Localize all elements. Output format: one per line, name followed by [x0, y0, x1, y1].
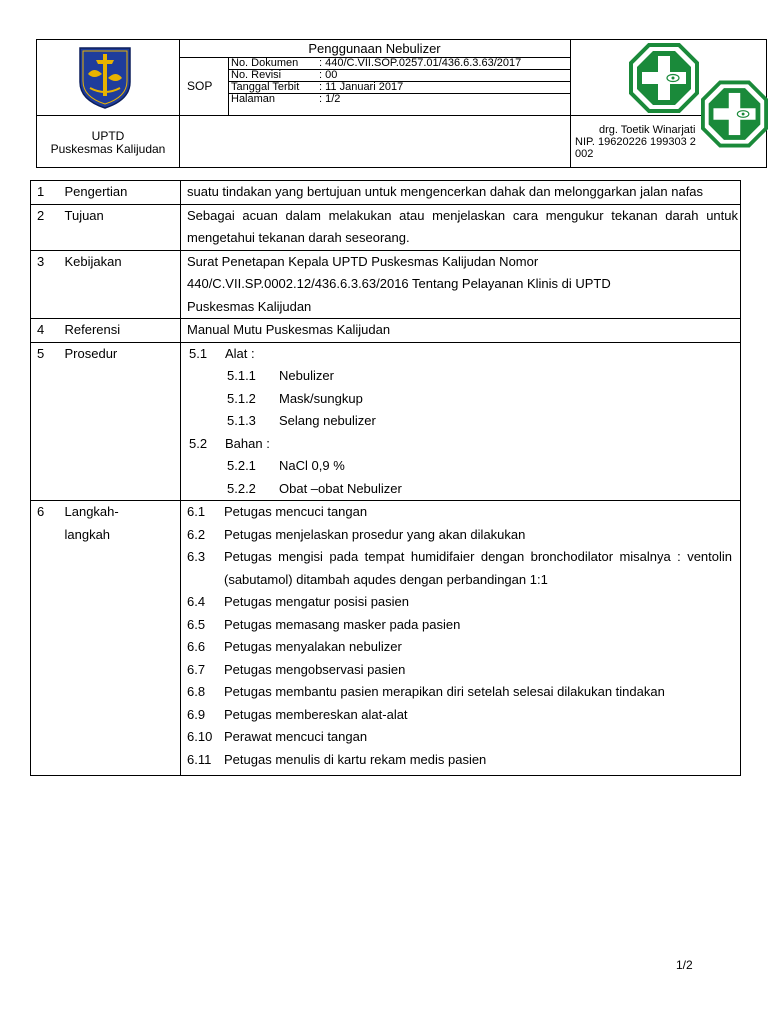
org-line-2: Puskesmas Kalijudan [50, 142, 166, 156]
meta-label: Tanggal Terbit [231, 81, 300, 93]
header-divider-sop [228, 57, 229, 115]
signer-nip-2: 002 [575, 148, 594, 160]
row-label: Referensi [59, 319, 181, 343]
row-number: 5 [31, 342, 59, 501]
row-content [181, 342, 741, 501]
row-number: 1 [31, 181, 59, 205]
puskesmas-logo-icon [629, 43, 699, 113]
bahan-heading: 5.2 Bahan : [189, 435, 270, 451]
header-hline-mid [179, 115, 570, 116]
list-item: 5.2.1 NaCl 0,9 % [227, 458, 345, 473]
row-content: Manual Mutu Puskesmas Kalijudan [181, 319, 741, 343]
kebijakan-line-2: 440/C.VII.SP.0002.12/436.6.3.63/2016 Tentang Pelayanan Klinis di UPTD [187, 276, 611, 291]
list-item: 6.7 Petugas mengobservasi pasien [187, 661, 406, 677]
row-label: Pengertian [59, 181, 181, 205]
meta-value: : 1/2 [319, 93, 341, 105]
row-label: Prosedur [59, 342, 181, 501]
meta-value: : 00 [319, 69, 338, 81]
signer-nip-1: NIP. 19620226 199303 2 [575, 136, 696, 148]
table-row-prosedur [31, 342, 741, 501]
row-label: Kebijakan [59, 250, 181, 319]
city-emblem-logo [74, 44, 136, 110]
meta-row-halaman [231, 93, 567, 105]
list-item: 6.1 Petugas mencuci tangan [187, 504, 368, 519]
meta-row-tanggal-terbit [231, 81, 567, 93]
meta-value: : 11 Januari 2017 [319, 81, 404, 93]
signer-name: drg. Toetik Winarjati [599, 124, 696, 136]
langkah-label-1: Langkah- [64, 504, 119, 519]
table-row-referensi [31, 319, 741, 343]
row-content: suatu tindakan yang bertujuan untuk mengencerkan dahak dan melonggarkan jalan nafas [181, 181, 741, 205]
alat-heading: 5.1 Alat : [189, 345, 255, 361]
list-item: 6.11 Petugas menulis di kartu rekam medis pasien [187, 751, 487, 767]
header-divider-2 [570, 40, 571, 167]
list-item: 6.3 Petugas mengisi pada tempat humidifaier dengan bronchodilator misalnya : ventolin (sabutamol) ditambah aqudes dengan perbandingan 1:1 [187, 549, 732, 587]
list-item: 6.10 Perawat mencuci tangan [187, 729, 368, 744]
document-title: Penggunaan Nebulizer [308, 41, 441, 56]
list-item: 6.6 Petugas menyalakan nebulizer [187, 639, 402, 654]
row-label: Tujuan [59, 204, 181, 250]
row-number: 3 [31, 250, 59, 319]
org-line-1: UPTD [91, 129, 125, 143]
sop-table [30, 180, 741, 776]
list-item: 5.1.3 Selang nebulizer [227, 413, 376, 428]
meta-label: No. Revisi [231, 69, 282, 81]
page-number: 1/2 [676, 958, 693, 972]
list-item: 5.2.2 Obat –obat Nebulizer [227, 480, 402, 496]
list-item: 6.4 Petugas mengatur posisi pasien [187, 594, 410, 609]
list-item: 6.5 Petugas memasang masker pada pasien [187, 616, 461, 632]
sop-label: SOP [187, 79, 213, 93]
row-label [59, 501, 181, 776]
meta-label: No. Dokumen [231, 57, 299, 69]
row-number: 2 [31, 204, 59, 250]
meta-row-no-dokumen [231, 57, 567, 69]
table-row-kebijakan [31, 250, 741, 319]
meta-row-no-revisi [231, 69, 567, 81]
row-content: Sebagai acuan dalam melakukan atau menjelaskan cara mengukur tekanan darah untuk mengetahui tekanan darah seseorang. [181, 204, 741, 250]
doc-meta-list [231, 57, 567, 105]
kebijakan-line-3: Puskesmas Kalijudan [187, 298, 312, 314]
puskesmas-logo-icon-2 [701, 79, 768, 149]
list-item: 6.8 Petugas membantu pasien merapikan diri setelah selesai dilakukan tindakan [187, 684, 665, 699]
list-item: 5.1.2 Mask/sungkup [227, 390, 363, 406]
list-item: 6.2 Petugas menjelaskan prosedur yang akan dilakukan [187, 526, 526, 542]
meta-label: Halaman [231, 93, 276, 105]
header-divider-1 [179, 40, 180, 167]
row-content [181, 250, 741, 319]
list-item: 5.1.1 Nebulizer [227, 368, 334, 383]
row-content [181, 501, 741, 776]
meta-value: : 440/C.VII.SOP.0257.01/436.6.3.63/2017 [319, 57, 522, 69]
langkah-label-2: langkah [64, 526, 111, 542]
list-item: 6.9 Petugas membereskan alat-alat [187, 706, 408, 722]
table-row-langkah [31, 501, 741, 776]
table-row-tujuan [31, 204, 741, 250]
kebijakan-line-1: Surat Penetapan Kepala UPTD Puskesmas Kalijudan Nomor [187, 253, 539, 269]
table-row-pengertian [31, 181, 741, 205]
header-hline-left [37, 115, 179, 116]
row-number: 6 [31, 501, 59, 776]
row-number: 4 [31, 319, 59, 343]
